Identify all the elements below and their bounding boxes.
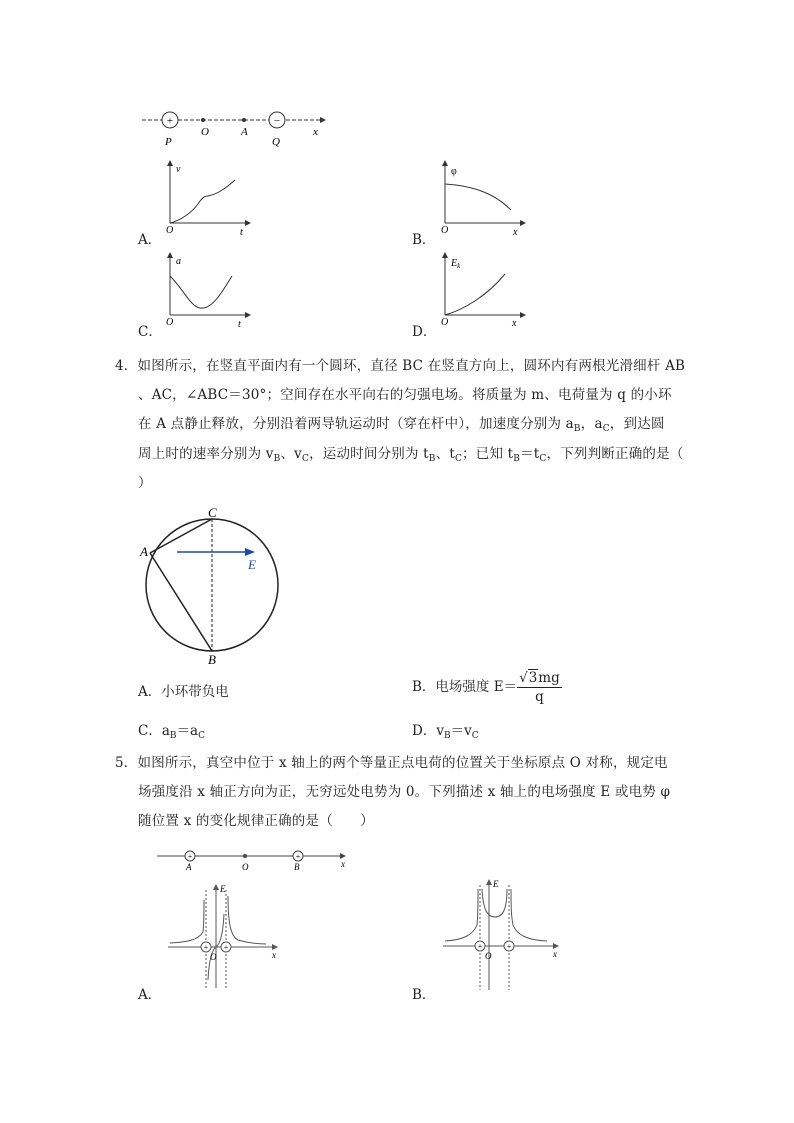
label-x: x <box>341 859 345 869</box>
label-e: E <box>248 557 256 572</box>
q4-option-b[interactable]: B．电场强度 E＝ $\frac{√3mg}{q}$ <box>412 670 560 705</box>
svg-text:−: − <box>273 115 281 127</box>
axis-label-x: x <box>553 949 557 959</box>
q3-option-c[interactable]: C． <box>138 324 162 340</box>
q3-charge-line-figure <box>140 105 340 150</box>
field-fraction: $\frac{√3mg}{q}$ <box>519 670 560 705</box>
q5-text-line1: 5．如图所示，真空中位于 x 轴上的两个等量正点电荷的位置关于坐标原点 O 对称，规定电 <box>115 755 668 771</box>
label-a: A <box>241 126 248 138</box>
q5-option-b[interactable]: B． <box>412 987 436 1003</box>
q3-option-d[interactable]: D． <box>412 324 437 340</box>
svg-text:+: + <box>187 852 193 861</box>
q5-graph-b <box>435 875 570 995</box>
svg-text:+: + <box>203 943 209 952</box>
negative-charge-q <box>269 112 285 128</box>
axis-label-e: E <box>493 879 499 889</box>
q3-graph-a <box>160 160 255 240</box>
axis-label-t: t <box>240 227 243 238</box>
label-q: Q <box>272 136 280 148</box>
q4-number: 4． <box>115 358 138 374</box>
q4-option-d[interactable]: D．$v_B=v_C$ <box>412 723 479 741</box>
positive-charge-a <box>185 851 195 861</box>
rod-ac <box>150 519 212 553</box>
axis-label-x: x <box>272 950 276 960</box>
origin-point <box>243 854 247 858</box>
q4-text-line2: 、AC，∠ABC＝30°；空间存在水平向右的匀强电场。将质量为 m、电荷量为 q 的小环 <box>138 387 672 403</box>
svg-text:+: + <box>506 942 512 951</box>
axis-label-ek: $E_k$ <box>451 258 461 270</box>
q3-option-b[interactable]: B． <box>412 232 436 248</box>
point-a <box>242 118 246 122</box>
q4-circle-figure <box>135 505 285 670</box>
origin-label: O <box>166 225 174 236</box>
label-o: O <box>242 862 249 872</box>
axis-label-x: x <box>513 227 518 238</box>
q4-text-line3: 在 A 点静止释放，分别沿着两导轨运动时（穿在杆中），加速度分别为 $a_B$，$a_C$，到达圆 <box>138 416 665 434</box>
q3-graph-b <box>435 160 530 240</box>
label-a: A <box>186 862 192 872</box>
q3-option-a[interactable]: A． <box>138 232 162 248</box>
label-x: x <box>313 126 318 138</box>
rod-ab <box>150 553 212 651</box>
axis-label-t: t <box>238 319 241 330</box>
origin-label: O <box>485 951 492 961</box>
q5-text-line3: 随位置 x 的变化规律正确的是（ ） <box>138 813 374 829</box>
field-arrow-e <box>177 548 255 556</box>
svg-text:+: + <box>166 115 174 127</box>
svg-text:+: + <box>477 942 483 951</box>
q4-option-c[interactable]: C．$a_B=a_C$ <box>138 723 205 741</box>
q3-graph-d <box>435 252 530 332</box>
axis-label-v: v <box>176 164 181 175</box>
label-o: O <box>201 126 209 138</box>
point-o <box>201 118 205 122</box>
q5-charge-axis-figure <box>155 845 355 875</box>
axis-label-e: E <box>220 884 226 894</box>
axis-label-phi: φ <box>451 166 457 177</box>
svg-text:+: + <box>295 852 301 861</box>
origin-label: O <box>441 317 449 328</box>
axis-label-x: x <box>512 318 517 329</box>
q5-option-a[interactable]: A． <box>138 987 162 1003</box>
q5-number: 5． <box>115 755 138 771</box>
label-a: A <box>140 544 148 559</box>
q4-text-line1: 4．如图所示，在竖直平面内有一个圆环，直径 BC 在竖直方向上，圆环内有两根光滑细杆 AB <box>115 358 686 374</box>
q5-text-line2: 场强度沿 x 轴正方向为正，无穷远处电势为 0。下列描述 x 轴上的电场强度 E 或电势 φ <box>138 784 671 800</box>
q4-option-a[interactable]: A．小环带负电 <box>138 684 229 700</box>
origin-label: O <box>441 225 449 236</box>
label-b: B <box>208 652 216 667</box>
q5-graph-a <box>160 880 290 995</box>
origin-label: O <box>210 952 217 962</box>
label-p: P <box>165 136 172 148</box>
positive-charge-p <box>162 112 178 128</box>
q3-graph-c <box>160 252 255 332</box>
q4-text-line5: ） <box>138 475 152 491</box>
positive-charge-b <box>293 851 303 861</box>
origin-label: O <box>166 317 174 328</box>
svg-text:+: + <box>223 943 229 952</box>
label-b: B <box>294 862 300 872</box>
q4-text-line4: 周上时的速率分别为 $v_B$、$v_C$，运动时间分别为 $t_B$、$t_C$；已知 $t_B=t_C$，下列判断正确的是（ <box>138 446 684 464</box>
label-c: C <box>208 505 217 520</box>
axis-label-a: a <box>176 256 181 267</box>
